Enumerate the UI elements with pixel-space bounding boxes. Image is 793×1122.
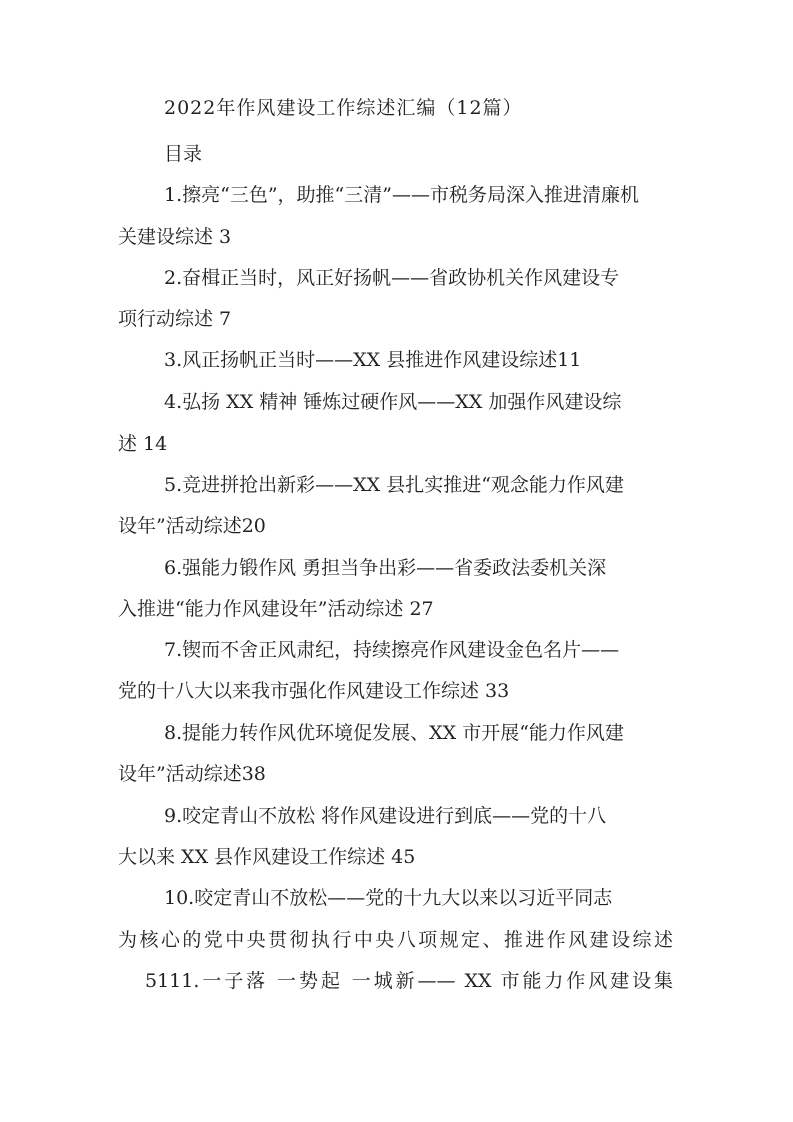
toc-entry-1-line-1: 1.擦亮“三色”，助推“三清”——市税务局深入推进清廉机: [164, 184, 639, 206]
toc-entry-7-line-1: 7.锲而不舍正风肃纪，持续擦亮作风建设金色名片——: [164, 639, 620, 661]
toc-entry-6-line-1: 6.强能力锻作风 勇担当争出彩——省委政法委机关深: [164, 557, 607, 579]
toc-entry-8-line-2: 设年”活动综述38: [118, 763, 266, 785]
toc-entry-11-line-1: 5111.一子落 一势起 一城新—— XX 市能力作风建设集: [145, 970, 673, 992]
toc-heading: 目录: [164, 143, 203, 165]
toc-entry-8-line-1: 8.提能力转作风优环境促发展、XX 市开展“能力作风建: [164, 722, 624, 744]
toc-entry-10-line-2: 为核心的党中央贯彻执行中央八项规定、推进作风建设综述: [118, 929, 673, 951]
toc-entry-4-line-2: 述 14: [118, 433, 168, 455]
toc-entry-1-line-2: 关建设综述 3: [118, 226, 232, 248]
toc-entry-2-line-1: 2.奋楫正当时，风正好扬帆——省政协机关作风建设专: [164, 267, 620, 289]
toc-entry-10-line-1: 10.咬定青山不放松——党的十九大以来以习近平同志: [164, 887, 613, 909]
toc-entry-3: 3.风正扬帆正当时——XX 县推进作风建设综述11: [164, 349, 582, 371]
document-title: 2022年作风建设工作综述汇编（12篇）: [164, 97, 523, 119]
toc-entry-9-line-2: 大以来 XX 县作风建设工作综述 45: [118, 846, 416, 868]
toc-entry-7-line-2: 党的十八大以来我市强化作风建设工作综述 33: [118, 680, 510, 702]
toc-entry-9-line-1: 9.咬定青山不放松 将作风建设进行到底——党的十八: [164, 805, 607, 827]
toc-entry-6-line-2: 入推进“能力作风建设年”活动综述 27: [118, 598, 434, 620]
toc-entry-2-line-2: 项行动综述 7: [118, 308, 232, 330]
toc-entry-4-line-1: 4.弘扬 XX 精神 锤炼过硬作风——XX 加强作风建设综: [164, 391, 622, 413]
toc-entry-5-line-1: 5.竞进拼抢出新彩——XX 县扎实推进“观念能力作风建: [164, 474, 624, 496]
toc-entry-5-line-2: 设年”活动综述20: [118, 515, 266, 537]
